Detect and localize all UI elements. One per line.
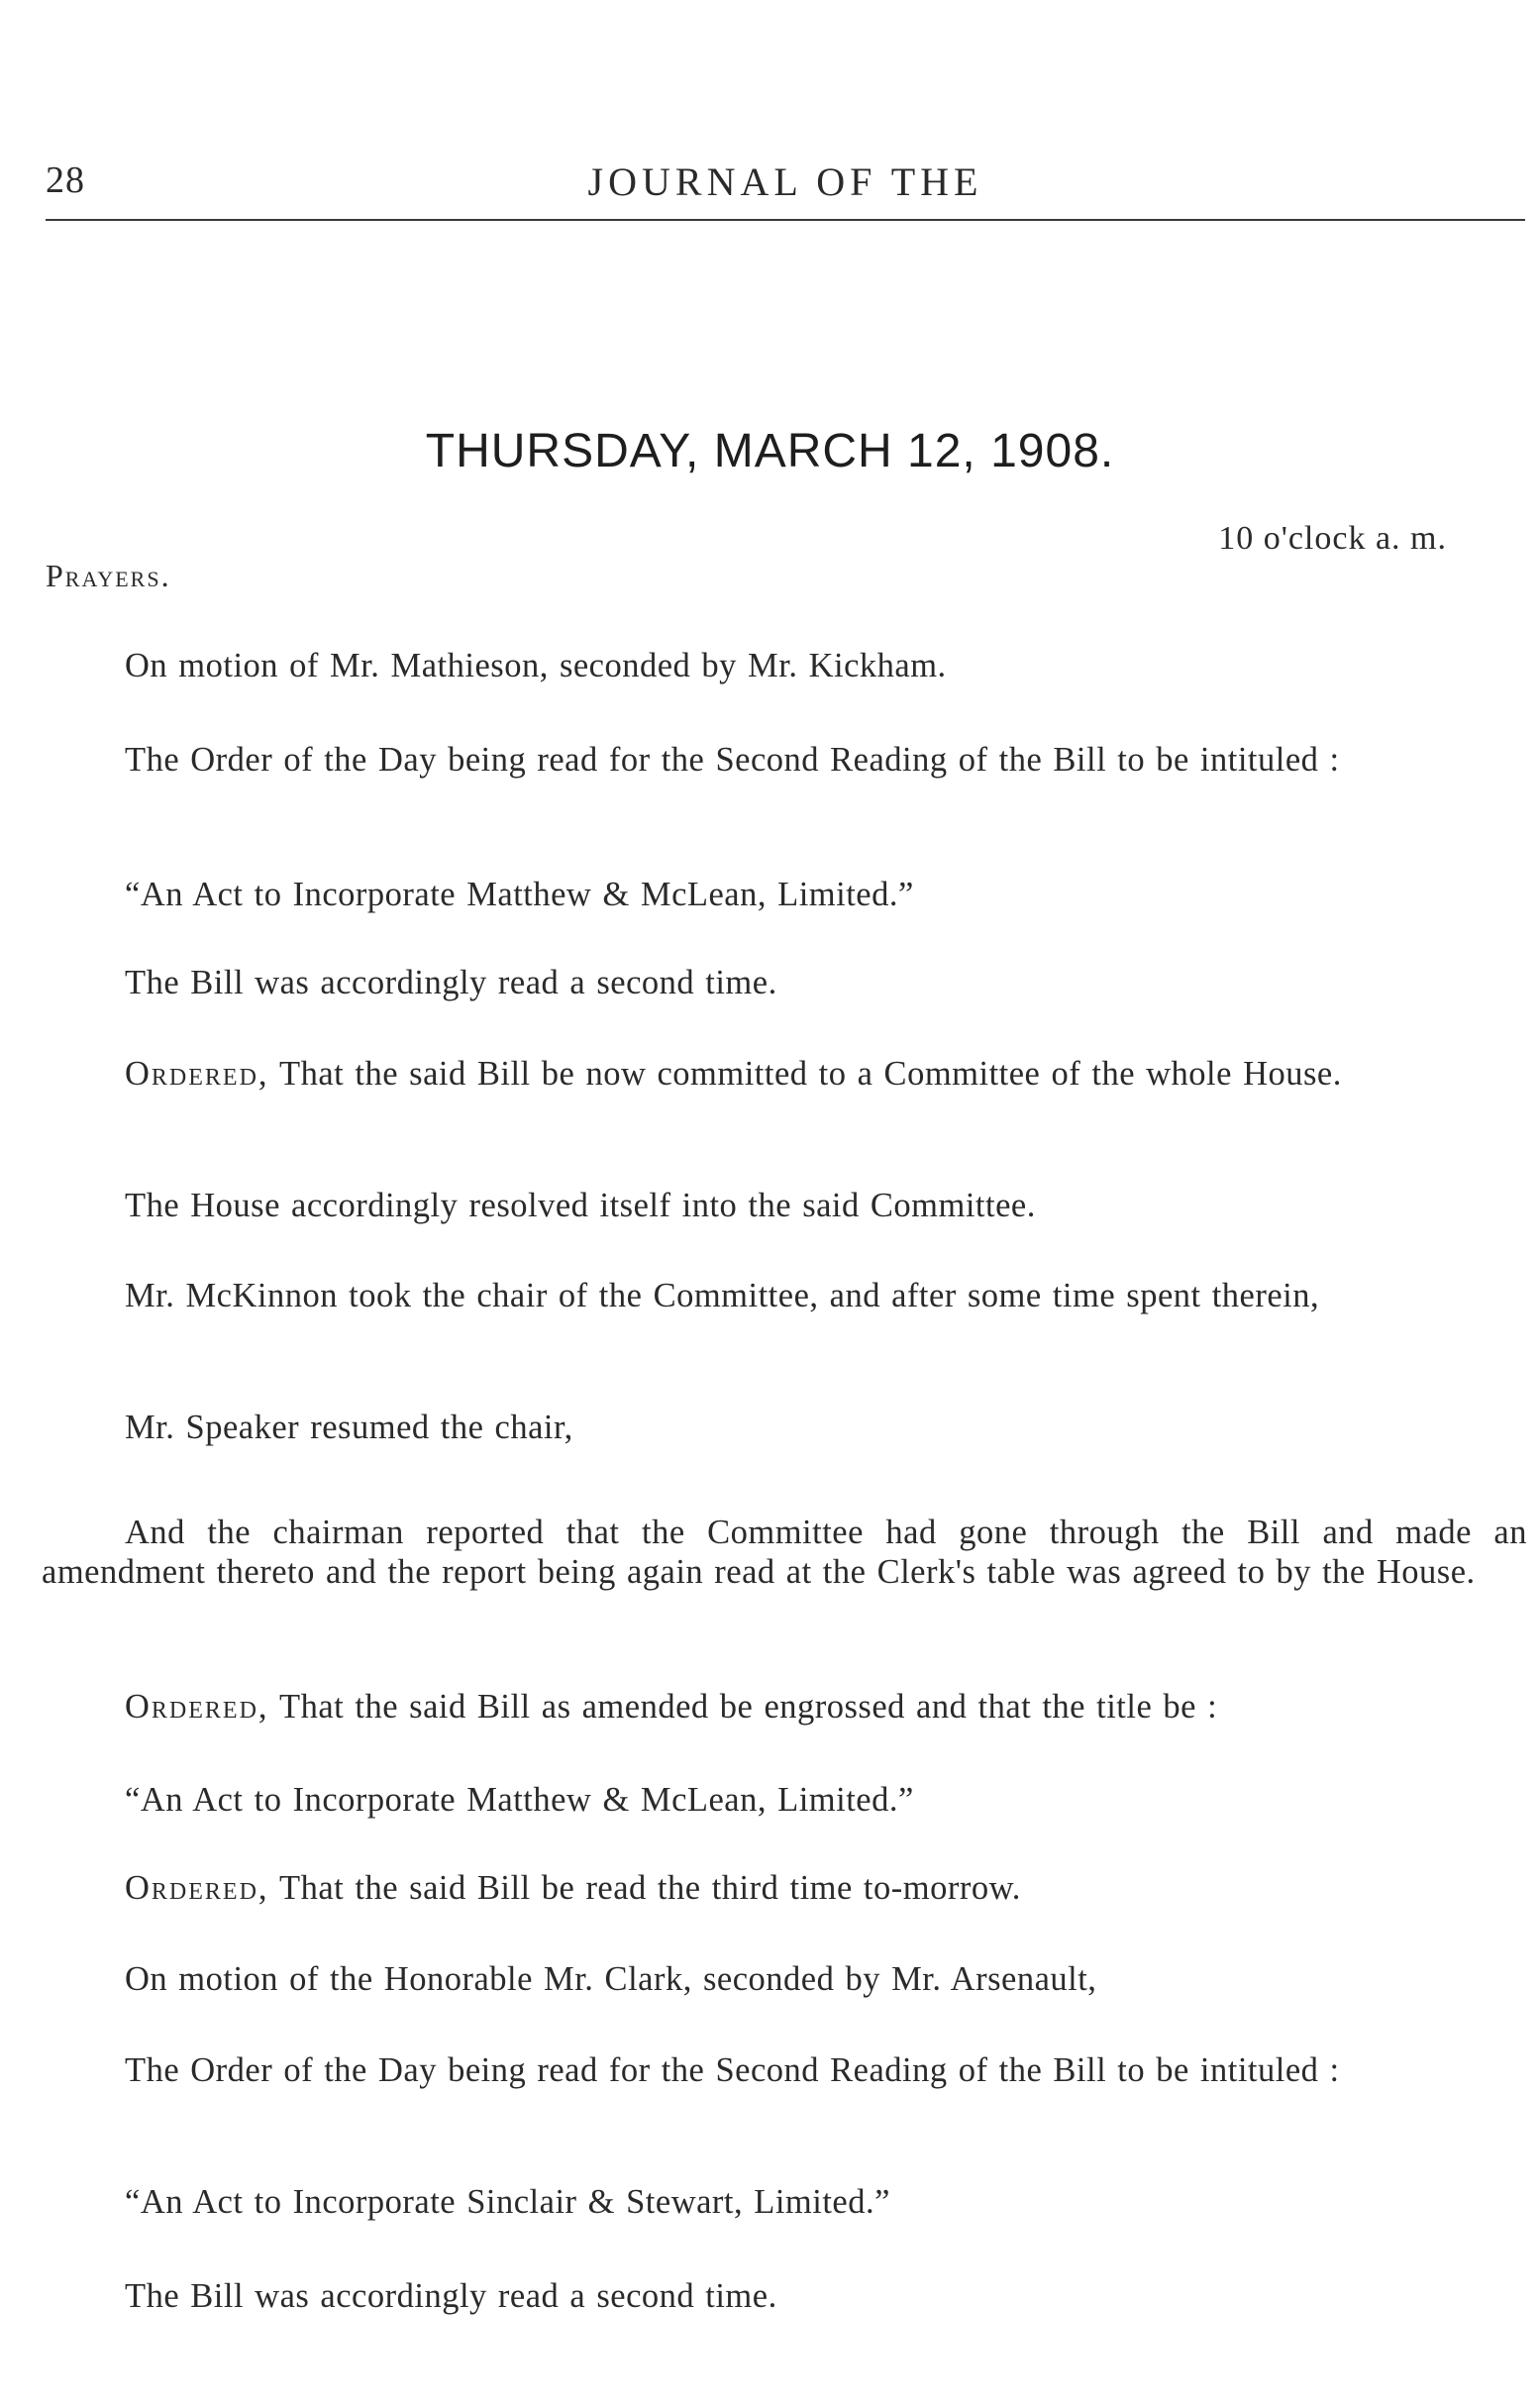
paragraph: The Order of the Day being read for the Second Reading of the Bill to be intituled :: [125, 2051, 1340, 2089]
paragraph: And the chairman reported that the Committee had gone through the Bill and made an amendment thereto and the report being again read at the Clerk's table was agreed to by the House.: [42, 1514, 1527, 1591]
running-head: [46, 158, 1525, 218]
paragraph: The Bill was accordingly read a second time.: [125, 2277, 777, 2315]
paragraph: “An Act to Incorporate Matthew & McLean, Limited.”: [125, 876, 914, 913]
date-heading: THURSDAY, MARCH 12, 1908.: [425, 425, 1115, 477]
paragraph: Ordered, That the said Bill as amended be engrossed and that the title be :: [125, 1688, 1218, 1726]
paragraph: Mr. McKinnon took the chair of the Committee, and after some time spent therein,: [125, 1277, 1320, 1314]
paragraph: The House accordingly resolved itself into the said Committee.: [125, 1187, 1036, 1224]
sitting-time: 10 o'clock a. m.: [1218, 520, 1447, 557]
paragraph: On motion of the Honorable Mr. Clark, seconded by Mr. Arsenault,: [125, 1960, 1097, 1998]
paragraph: The Order of the Day being read for the Second Reading of the Bill to be intituled :: [125, 741, 1340, 779]
header-rule: [46, 219, 1525, 221]
paragraph: On motion of Mr. Mathieson, seconded by Mr. Kickham.: [125, 647, 947, 684]
paragraph: The Bill was accordingly read a second time.: [125, 964, 777, 1001]
paragraph: Mr. Speaker resumed the chair,: [125, 1409, 573, 1446]
prayers-label: Prayers.: [46, 558, 171, 593]
paragraph: “An Act to Incorporate Sinclair & Stewart, Limited.”: [125, 2183, 890, 2221]
paragraph: Ordered, That the said Bill be read the third time to-morrow.: [125, 1869, 1021, 1907]
paragraph: Ordered, That the said Bill be now committed to a Committee of the whole House.: [125, 1055, 1342, 1093]
paragraph: “An Act to Incorporate Matthew & McLean, Limited.”: [125, 1781, 914, 1819]
page-number: 28: [46, 159, 85, 201]
journal-title: JOURNAL OF THE: [587, 159, 983, 204]
